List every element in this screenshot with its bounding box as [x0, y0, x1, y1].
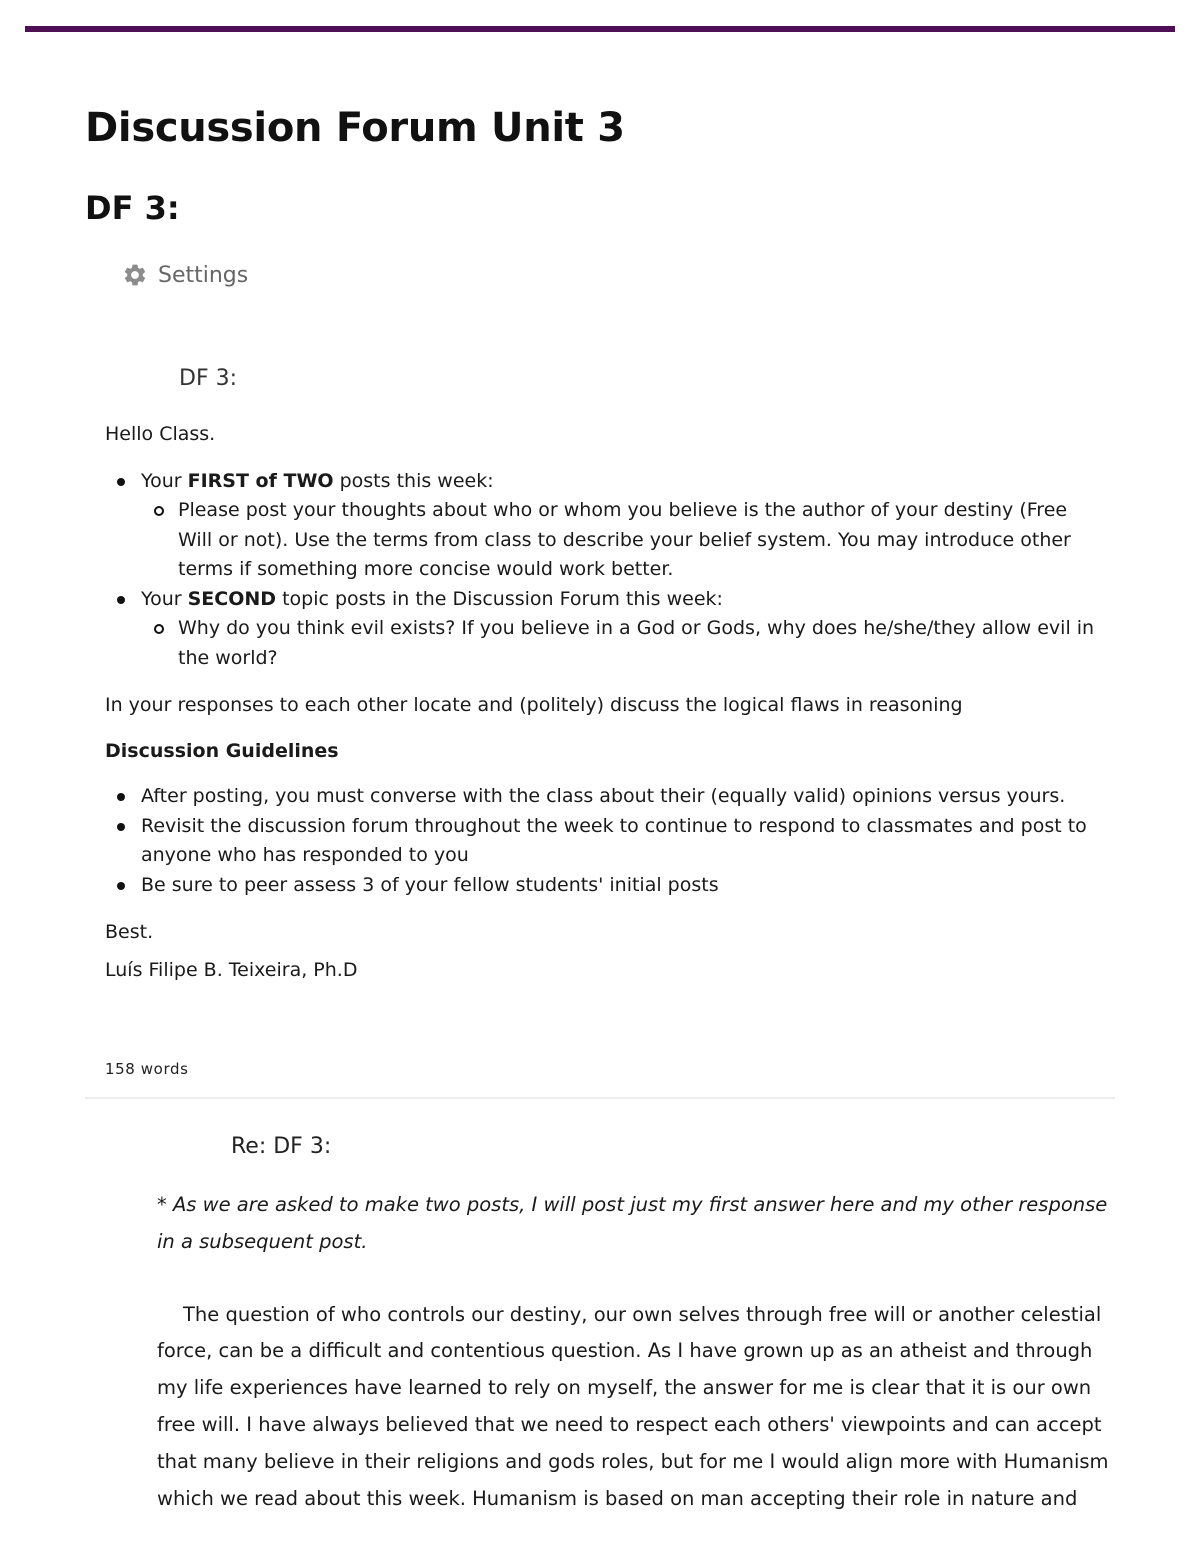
forum-subtitle: DF 3: [85, 189, 180, 227]
post-subject: DF 3: [179, 366, 237, 391]
settings-label: Settings [158, 262, 249, 288]
closing-text: Best. [105, 921, 154, 943]
list-item: Please post your thoughts about who or whom you believe is the author of your destiny (Free Will or not). Use the terms from class to describe your belief system. You may introduce other terms if something more concise would work better. [178, 496, 1105, 585]
signature: Luís Filipe B. Teixeira, Ph.D [105, 958, 358, 981]
word-count: 158 words [105, 1060, 189, 1078]
settings-button[interactable] [122, 262, 248, 288]
list-item: After posting, you must converse with the class about their (equally valid) opinions versus yours. [141, 782, 1105, 812]
list-item: Your FIRST of TWO posts this week: Please post your thoughts about who or whom you believe is the author of your destiny (Free Will or not). Use the terms from class to describe your belief system. You may introduce other terms if something more concise would work better. [141, 467, 1105, 585]
post-greeting: Hello Class. [105, 423, 216, 445]
guidelines-heading: Discussion Guidelines [105, 739, 339, 762]
gear-icon [122, 262, 148, 288]
list-item: Why do you think evil exists? If you believe in a God or Gods, why does he/she/they allow evil in the world? [178, 614, 1105, 673]
list-item: Revisit the discussion forum throughout the week to continue to respond to classmates and post to anyone who has responded to you [141, 812, 1105, 871]
reply-body [157, 1187, 1112, 1517]
sub-list [141, 496, 1105, 585]
emphasis-text: FIRST of TWO [187, 469, 334, 492]
post-body [105, 420, 1105, 985]
assignment-list [105, 467, 1105, 674]
emphasis-text: SECOND [187, 587, 277, 610]
list-item: Be sure to peer assess 3 of your fellow students' initial posts [141, 871, 1105, 901]
reply-subject: Re: DF 3: [231, 1134, 332, 1159]
page-title: Discussion Forum Unit 3 [85, 105, 625, 151]
reasoning-text: In your responses to each other locate and (politely) discuss the logical flaws in reasoning [105, 694, 963, 716]
top-accent-bar [25, 26, 1175, 32]
reply-paragraph: The question of who controls our destiny, our own selves through free will or another celestial force, can be a difficult and contentious question. As I have grown up as an atheist and through my life experiences have learned to rely on myself, the answer for me is clear that it is our own free will. I have always believed that we need to respect each others' viewpoints and can accept that many believe in their religions and gods roles, but for me I would align more with Humanism which we read about this week. Humanism is based on man accepting their role in nature and [157, 1302, 1109, 1510]
list-item: Your SECOND topic posts in the Discussion Forum this week: Why do you think evil exists? If you believe in a God or Gods, why does he/she/they allow evil in the world? [141, 585, 1105, 674]
guidelines-list [105, 782, 1105, 900]
reply-note: * As we are asked to make two posts, I will post just my first answer here and my other response in a subsequent post. [157, 1193, 1108, 1253]
divider [85, 1097, 1115, 1099]
sub-list [141, 614, 1105, 673]
